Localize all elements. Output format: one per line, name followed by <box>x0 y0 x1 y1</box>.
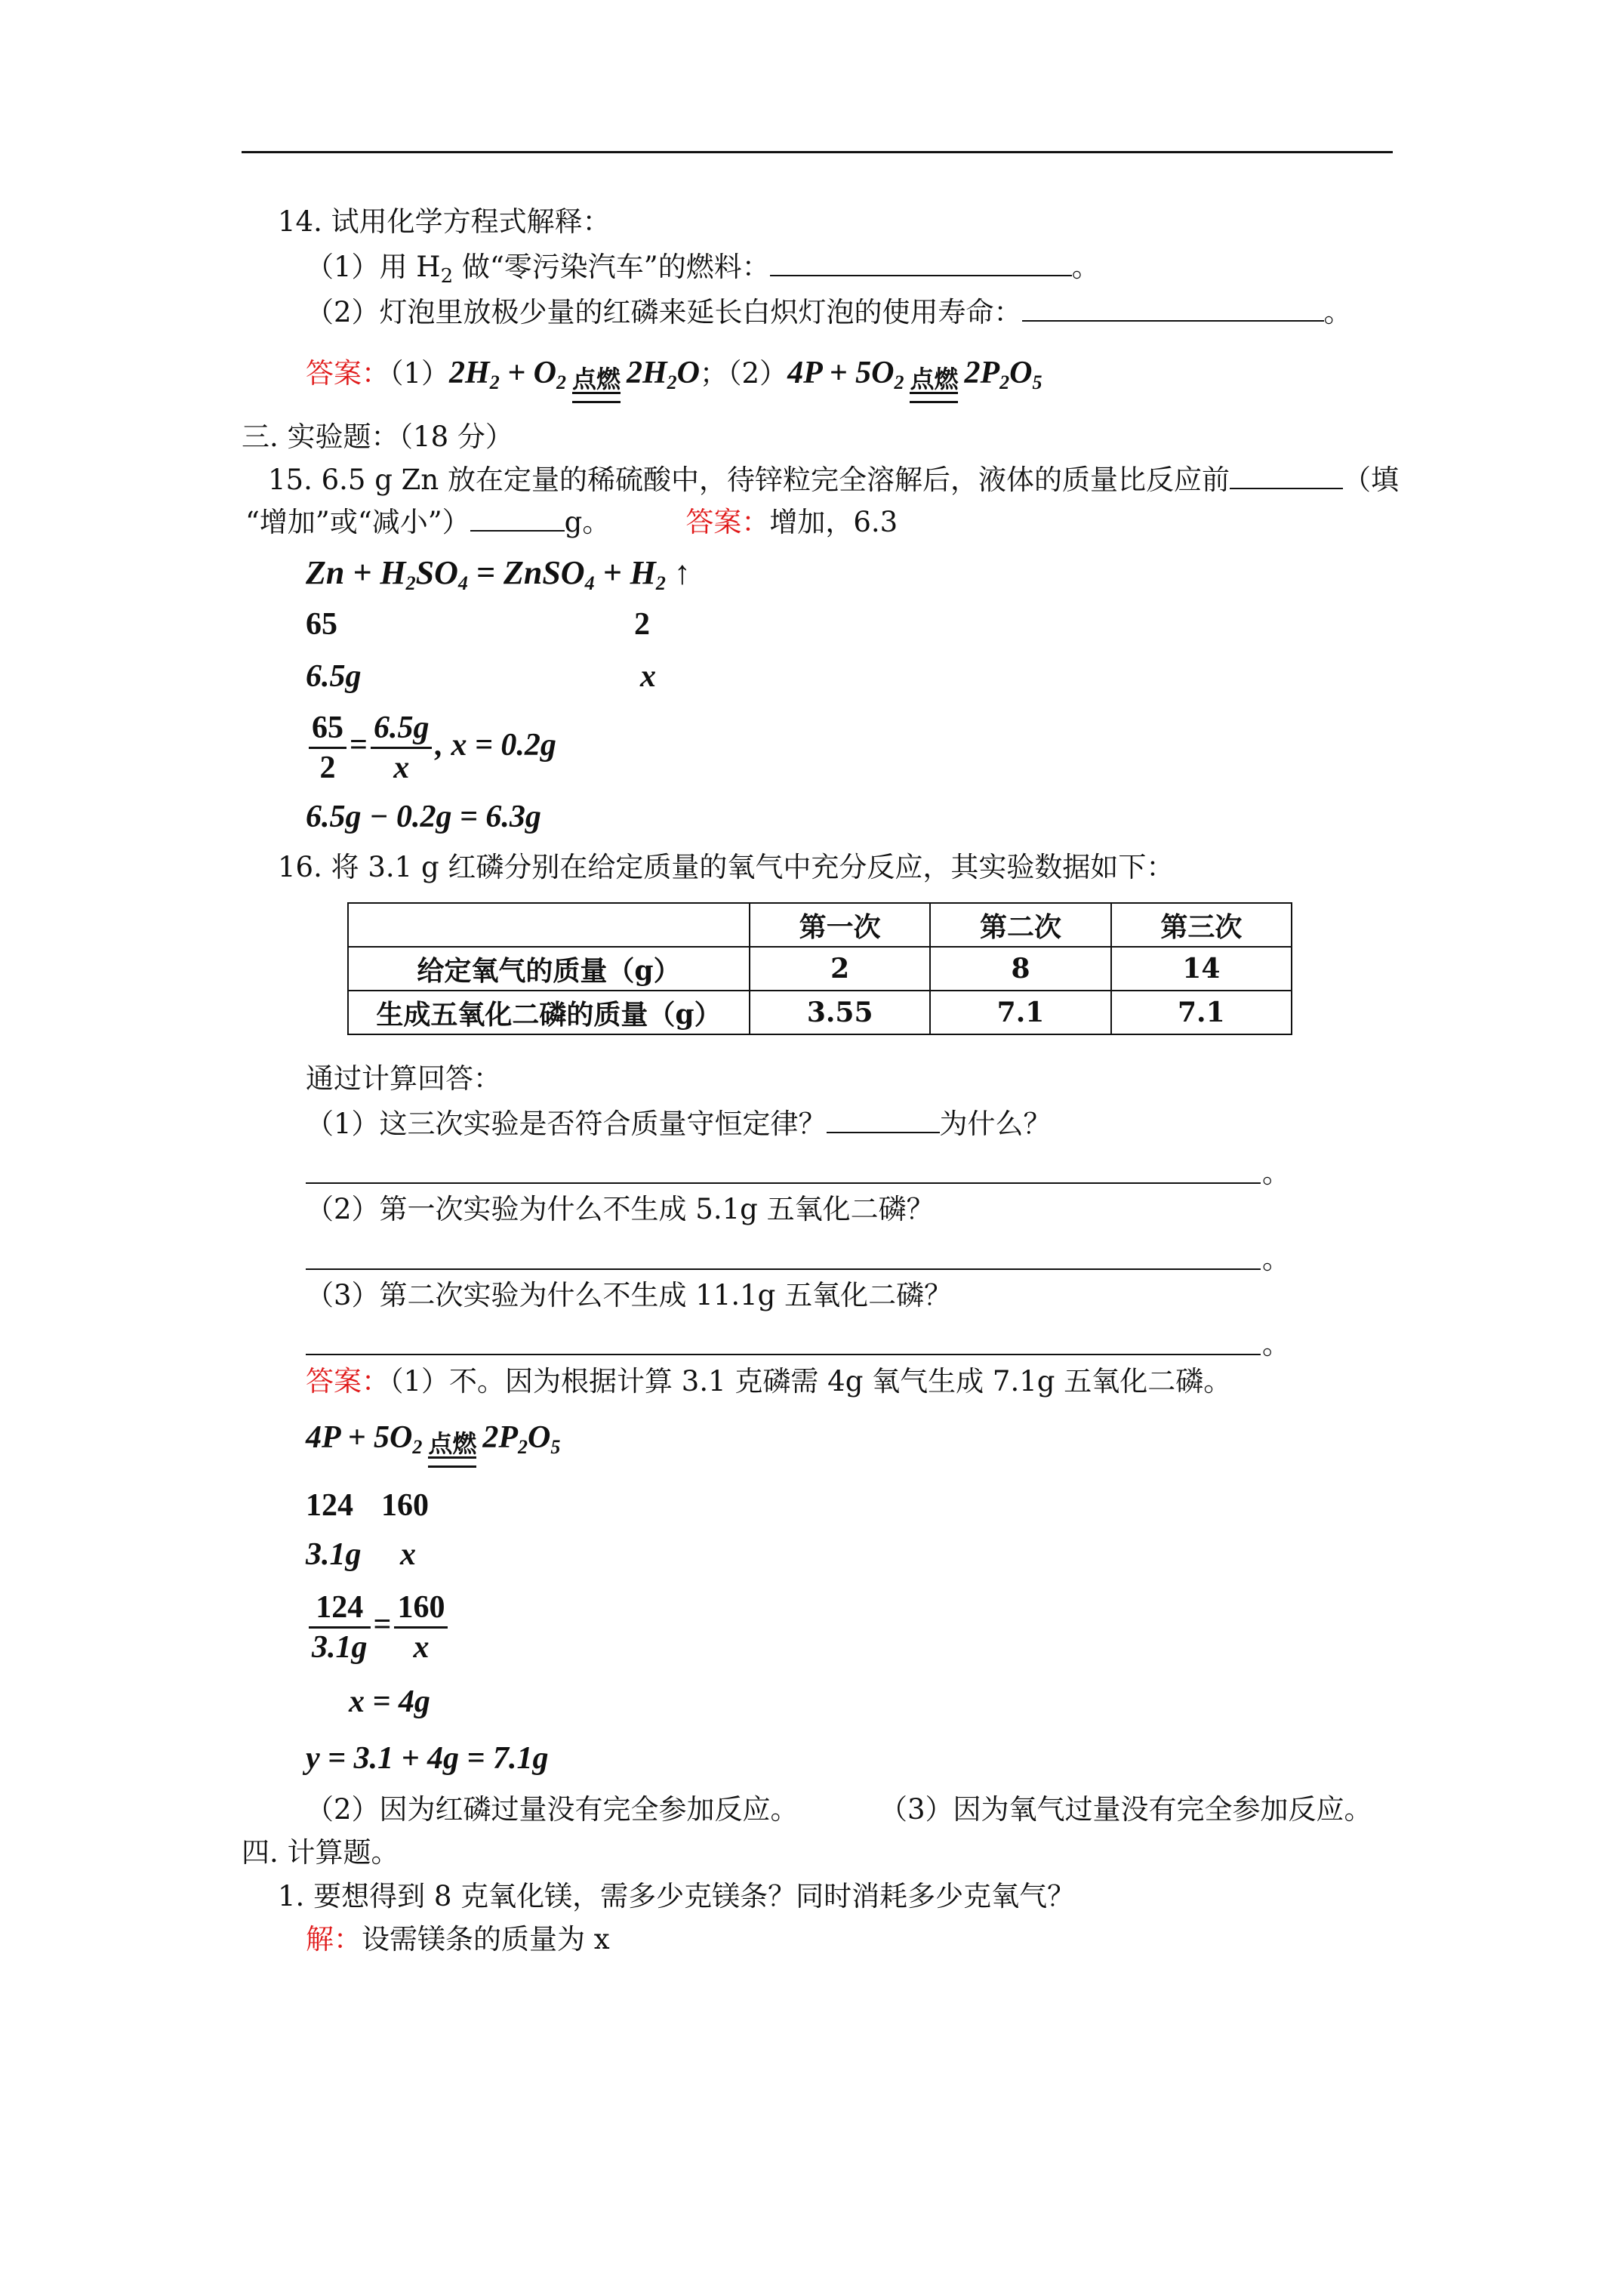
q16-sub1-text: （1）这三次实验是否符合质量守恒定律？ <box>306 1108 827 1140</box>
table-cell: 生成五氧化二磷的质量（g） <box>348 991 750 1034</box>
condition-mark <box>428 1431 476 1468</box>
c1-line1: 1. 要想得到 8 克氧化镁，需多少克镁条？同时消耗多少克氧气？ <box>278 1880 1076 1912</box>
q14-part1-text2: 做“零污染汽车”的燃料： <box>453 251 770 283</box>
q15-x: x <box>640 659 656 694</box>
answer-line[interactable] <box>306 1268 1261 1270</box>
q16-x: x <box>400 1537 416 1572</box>
q15-line1 <box>268 462 1399 498</box>
table-header-row <box>348 903 1292 947</box>
condition-text: 点燃 <box>910 365 959 393</box>
period: 。 <box>1262 1243 1290 1275</box>
table-header-cell: 第二次 <box>930 903 1110 947</box>
equation-h2: $2H_2 + O_2$ <box>449 356 566 393</box>
answer-blank[interactable] <box>1022 294 1324 322</box>
fraction <box>309 1589 371 1666</box>
q14-part1-end: 。 <box>1071 251 1100 283</box>
q15-line2-text: “增加”或“减小”） <box>245 506 470 538</box>
condition-text: 点燃 <box>571 365 621 393</box>
fraction-den: x <box>413 1629 430 1665</box>
q15-line1-end: （填 <box>1342 464 1399 496</box>
q16-calc-prompt: 通过计算回答： <box>306 1062 501 1095</box>
q15-line2-unit: g。 <box>564 506 611 538</box>
q16-mass-160: 160 <box>381 1488 429 1523</box>
q15-mass-65g: 6.5g <box>306 659 362 694</box>
table-header-cell <box>348 903 750 947</box>
q15-line2 <box>245 504 898 541</box>
answer-blank[interactable] <box>470 504 565 532</box>
q15-line1-text: 15. 6.5 g Zn 放在定量的稀硫酸中，待锌粒完全溶解后，液体的质量比反应前 <box>268 464 1230 496</box>
q15-final: 6.5g − 0.2g = 6.3g <box>306 800 541 834</box>
q16-answer-text: （1）不。因为根据计算 3.1 克磷需 4g 氧气生成 7.1g 五氧化二磷。 <box>390 1365 1232 1398</box>
table-header-cell: 第一次 <box>750 903 930 947</box>
answer-blank[interactable] <box>770 249 1072 276</box>
condition-mark <box>910 366 958 403</box>
q14-part1 <box>306 249 1100 288</box>
table-row <box>348 991 1292 1034</box>
answer-label: 答案： <box>306 1365 390 1398</box>
section4-title: 四. 计算题。 <box>242 1836 399 1869</box>
answer-line[interactable] <box>306 1354 1261 1355</box>
q16-x-result: x = 4g <box>349 1684 430 1719</box>
q16-ans2: （2）因为红磷过量没有完全参加反应。 <box>306 1793 799 1826</box>
q16-mass-124: 124 <box>306 1488 353 1523</box>
equation-p: $4P + 5O_2$ <box>787 356 904 393</box>
fraction-num: 65 <box>309 709 346 749</box>
answer-blank[interactable] <box>827 1106 940 1133</box>
c1-solution-text: 设需镁条的质量为 x <box>362 1923 610 1955</box>
table-cell: 14 <box>1111 947 1292 991</box>
q16-y-result: y = 3.1 + 4g = 7.1g <box>306 1741 549 1776</box>
q14-part2-text: （2）灯泡里放极少量的红磷来延长白炽灯泡的使用寿命： <box>306 296 1022 328</box>
table-cell: 7.1 <box>1111 991 1292 1034</box>
table-cell: 给定氧气的质量（g） <box>348 947 750 991</box>
equation-p-product: $2P_2O_5$ <box>964 356 1042 393</box>
fraction <box>371 709 433 787</box>
q16-sub3: （3）第二次实验为什么不生成 11.1g 五氧化二磷？ <box>306 1279 953 1311</box>
fraction-den: 3.1g <box>312 1629 368 1665</box>
q16-equation <box>306 1419 560 1468</box>
q16-data-table <box>347 902 1292 1035</box>
q16-ans3: （3）因为氧气过量没有完全参加反应。 <box>879 1793 1372 1826</box>
header-rule <box>242 151 1393 153</box>
fraction <box>309 709 346 787</box>
q14-part1-sub: 2 <box>440 265 454 288</box>
c1-solution <box>306 1922 610 1958</box>
fraction-num: 124 <box>309 1589 371 1629</box>
condition-mark <box>572 366 621 403</box>
period: 。 <box>1262 1328 1290 1361</box>
equation-p: $4P + 5O_2$ <box>306 1420 423 1458</box>
fraction-num: 160 <box>394 1589 448 1629</box>
answer-blank[interactable] <box>1230 462 1343 489</box>
q14-part2-end: 。 <box>1323 296 1352 328</box>
period: 。 <box>1262 1157 1290 1189</box>
q16-sub1 <box>306 1106 1052 1142</box>
q16-proportion: $\frac{124}{3.1g}$ = $\frac{160}{x}$ <box>306 1586 451 1666</box>
q15-equation: $Zn + H_2SO_4$ = ZnSO$_4$ + $H_2$ ↑ <box>306 554 691 594</box>
equation-h2-product: $2H_2O$ <box>627 356 701 393</box>
table-header-cell: 第三次 <box>1111 903 1292 947</box>
q15-mass-65: 65 <box>306 607 337 642</box>
q16-line1: 16. 将 3.1 g 红磷分别在给定质量的氧气中充分反应，其实验数据如下： <box>278 851 1175 883</box>
q14-answer-p1: （1） <box>390 357 450 390</box>
q14-part1-text: （1）用 H <box>306 251 441 283</box>
table-cell: 3.55 <box>750 991 930 1034</box>
fraction-den: 2 <box>319 750 336 785</box>
table-row <box>348 947 1292 991</box>
table-cell: 2 <box>750 947 930 991</box>
table-cell: 8 <box>930 947 1110 991</box>
q15-mass-2: 2 <box>634 607 650 642</box>
q14-intro: 14. 试用化学方程式解释： <box>278 205 611 238</box>
fraction <box>394 1589 448 1666</box>
answer-label: 答案： <box>306 357 390 390</box>
q16-sub1-end: 为什么？ <box>939 1108 1052 1140</box>
fraction-den: x <box>393 750 410 785</box>
section3-title: 三. 实验题：（18 分） <box>242 421 513 453</box>
table-cell: 7.1 <box>930 991 1110 1034</box>
q14-answer <box>306 355 1042 403</box>
q16-mass-31g: 3.1g <box>306 1537 362 1572</box>
solution-label: 解： <box>306 1923 362 1955</box>
q16-answer <box>306 1364 1231 1400</box>
condition-text: 点燃 <box>428 1429 477 1458</box>
q15-result: , x = 0.2g <box>435 728 556 763</box>
q14-answer-sep: ；（2） <box>700 357 788 390</box>
answer-label: 答案： <box>685 506 770 538</box>
equation-p-product: $2P_2O_5$ <box>482 1420 561 1458</box>
q14-part2 <box>306 294 1352 331</box>
q16-sub2: （2）第一次实验为什么不生成 5.1g 五氧化二磷？ <box>306 1193 935 1225</box>
q15-answer-text: 增加，6.3 <box>769 506 898 538</box>
answer-line[interactable] <box>306 1182 1261 1184</box>
q15-proportion: $\frac{65}{2}$ = $\frac{6.5g}{x}$ , x = 0.2g <box>306 706 556 787</box>
fraction-num: 6.5g <box>371 709 433 749</box>
